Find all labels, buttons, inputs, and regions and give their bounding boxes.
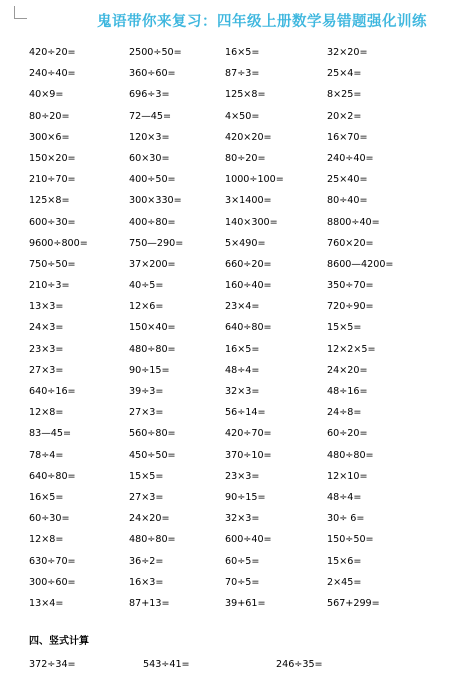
arithmetic-problem: 87+13= <box>129 597 170 609</box>
arithmetic-problem: 600÷30= <box>29 216 76 228</box>
arithmetic-problem: 23×3= <box>29 343 64 355</box>
arithmetic-problem: 90÷15= <box>129 364 170 376</box>
arithmetic-problem: 12×8= <box>29 407 64 419</box>
arithmetic-problem: 48÷16= <box>327 386 368 397</box>
arithmetic-problem: 80÷40= <box>327 195 368 207</box>
arithmetic-problem: 12×2×5= <box>327 343 376 355</box>
problem-row <box>29 445 449 466</box>
arithmetic-problem: 24÷8= <box>327 407 362 419</box>
arithmetic-problem: 8600—4200= <box>327 258 394 270</box>
arithmetic-problem: 27×3= <box>129 491 164 503</box>
arithmetic-problem: 24×20= <box>327 364 368 376</box>
arithmetic-problem: 48÷4= <box>225 364 260 376</box>
vertical-calc-problem: 246÷35= <box>276 659 323 670</box>
arithmetic-problem: 125×8= <box>225 89 266 101</box>
arithmetic-problem: 150×20= <box>29 152 76 164</box>
arithmetic-problem: 760×20= <box>327 237 374 249</box>
problem-row <box>29 593 449 614</box>
arithmetic-problem: 32×20= <box>327 47 368 58</box>
arithmetic-problem: 2500÷50= <box>129 47 182 58</box>
arithmetic-problem: 125×8= <box>29 195 70 207</box>
section-heading: 四、竖式计算 <box>29 636 89 647</box>
arithmetic-problem: 25×4= <box>327 68 362 80</box>
problem-row <box>29 487 449 508</box>
problem-row <box>29 148 449 169</box>
arithmetic-problem: 640÷16= <box>29 386 76 397</box>
vertical-calc-problem: 372÷34= <box>29 659 76 670</box>
arithmetic-problem: 83—45= <box>29 428 72 440</box>
arithmetic-problem: 2×45= <box>327 576 362 588</box>
arithmetic-problem: 36÷2= <box>129 555 164 567</box>
problem-row <box>29 127 449 148</box>
arithmetic-problem: 567+299= <box>327 597 380 609</box>
arithmetic-problem: 39÷3= <box>129 386 164 397</box>
arithmetic-problem: 12×10= <box>327 470 368 482</box>
arithmetic-problem: 640÷80= <box>29 470 76 482</box>
arithmetic-problem: 640÷80= <box>225 322 272 334</box>
arithmetic-problem: 70÷5= <box>225 576 260 588</box>
problem-row <box>29 381 449 402</box>
arithmetic-problem: 360÷60= <box>129 68 176 80</box>
arithmetic-problem: 660÷20= <box>225 258 272 270</box>
arithmetic-problem: 72—45= <box>129 110 172 122</box>
arithmetic-problem: 27×3= <box>129 407 164 419</box>
arithmetic-problem: 140×300= <box>225 216 278 228</box>
arithmetic-problem: 40×9= <box>29 89 64 101</box>
arithmetic-problem: 450÷50= <box>129 449 176 461</box>
vertical-calc-row <box>29 656 449 674</box>
arithmetic-problem: 480÷80= <box>129 534 176 546</box>
arithmetic-problem: 160÷40= <box>225 280 272 292</box>
arithmetic-problem: 720÷90= <box>327 301 374 313</box>
arithmetic-problem: 80÷20= <box>225 152 266 164</box>
problem-row <box>29 339 449 360</box>
arithmetic-problem: 60÷5= <box>225 555 260 567</box>
arithmetic-problem-grid <box>29 42 449 614</box>
problem-row <box>29 212 449 233</box>
arithmetic-problem: 1000÷100= <box>225 174 284 186</box>
arithmetic-problem: 27×3= <box>29 364 64 376</box>
arithmetic-problem: 300÷60= <box>29 576 76 588</box>
arithmetic-problem: 20×2= <box>327 110 362 122</box>
arithmetic-problem: 150÷50= <box>327 534 374 546</box>
arithmetic-problem: 25×40= <box>327 174 368 186</box>
arithmetic-problem: 5×490= <box>225 237 266 249</box>
arithmetic-problem: 210÷70= <box>29 174 76 186</box>
arithmetic-problem: 60÷20= <box>327 428 368 440</box>
arithmetic-problem: 16×70= <box>327 131 368 143</box>
problem-row <box>29 254 449 275</box>
arithmetic-problem: 39+61= <box>225 597 266 609</box>
arithmetic-problem: 23×3= <box>225 470 260 482</box>
arithmetic-problem: 23×4= <box>225 301 260 313</box>
problem-row <box>29 106 449 127</box>
arithmetic-problem: 80÷20= <box>29 110 70 122</box>
arithmetic-problem: 12×6= <box>129 301 164 313</box>
arithmetic-problem: 48÷4= <box>327 491 362 503</box>
arithmetic-problem: 560÷80= <box>129 428 176 440</box>
arithmetic-problem: 16×5= <box>29 491 64 503</box>
arithmetic-problem: 32×3= <box>225 513 260 525</box>
arithmetic-problem: 480÷80= <box>327 449 374 461</box>
arithmetic-problem: 600÷40= <box>225 534 272 546</box>
arithmetic-problem: 4×50= <box>225 110 260 122</box>
arithmetic-problem: 420×20= <box>225 131 272 143</box>
problem-row <box>29 572 449 593</box>
arithmetic-problem: 78÷4= <box>29 449 64 461</box>
arithmetic-problem: 87÷3= <box>225 68 260 80</box>
arithmetic-problem: 56÷14= <box>225 407 266 419</box>
arithmetic-problem: 32×3= <box>225 386 260 397</box>
problem-row <box>29 529 449 550</box>
problem-row <box>29 63 449 84</box>
arithmetic-problem: 15×6= <box>327 555 362 567</box>
arithmetic-problem: 13×4= <box>29 597 64 609</box>
problem-row <box>29 233 449 254</box>
arithmetic-problem: 37×200= <box>129 258 176 270</box>
vertical-calc-problem: 543÷41= <box>143 659 190 670</box>
arithmetic-problem: 8800÷40= <box>327 216 380 228</box>
arithmetic-problem: 13×3= <box>29 301 64 313</box>
problem-row <box>29 551 449 572</box>
arithmetic-problem: 350÷70= <box>327 280 374 292</box>
problem-row <box>29 360 449 381</box>
arithmetic-problem: 16×3= <box>129 576 164 588</box>
arithmetic-problem: 12×8= <box>29 534 64 546</box>
problem-row <box>29 42 449 63</box>
arithmetic-problem: 16×5= <box>225 343 260 355</box>
arithmetic-problem: 120×3= <box>129 131 170 143</box>
problem-row <box>29 190 449 211</box>
arithmetic-problem: 24×20= <box>129 513 170 525</box>
arithmetic-problem: 210÷3= <box>29 280 70 292</box>
arithmetic-problem: 300×330= <box>129 195 182 207</box>
arithmetic-problem: 30÷ 6= <box>327 513 365 525</box>
arithmetic-problem: 90÷15= <box>225 491 266 503</box>
arithmetic-problem: 3×1400= <box>225 195 272 207</box>
arithmetic-problem: 420÷20= <box>29 47 76 58</box>
problem-row <box>29 296 449 317</box>
arithmetic-problem: 696÷3= <box>129 89 170 101</box>
arithmetic-problem: 480÷80= <box>129 343 176 355</box>
page-title: 鬼语带你来复习：四年级上册数学易错题强化训练 <box>97 14 427 30</box>
arithmetic-problem: 24×3= <box>29 322 64 334</box>
problem-row <box>29 466 449 487</box>
arithmetic-problem: 400÷50= <box>129 174 176 186</box>
arithmetic-problem: 40÷5= <box>129 280 164 292</box>
problem-row <box>29 402 449 423</box>
problem-row <box>29 275 449 296</box>
arithmetic-problem: 420÷70= <box>225 428 272 440</box>
problem-row <box>29 169 449 190</box>
arithmetic-problem: 8×25= <box>327 89 362 101</box>
arithmetic-problem: 15×5= <box>129 470 164 482</box>
arithmetic-problem: 60÷30= <box>29 513 70 525</box>
arithmetic-problem: 630÷70= <box>29 555 76 567</box>
arithmetic-problem: 750÷50= <box>29 258 76 270</box>
problem-row <box>29 317 449 338</box>
problem-row <box>29 84 449 105</box>
arithmetic-problem: 300×6= <box>29 131 70 143</box>
problem-row <box>29 508 449 529</box>
arithmetic-problem: 16×5= <box>225 47 260 58</box>
arithmetic-problem: 60×30= <box>129 152 170 164</box>
problem-row <box>29 423 449 444</box>
arithmetic-problem: 15×5= <box>327 322 362 334</box>
arithmetic-problem: 400÷80= <box>129 216 176 228</box>
arithmetic-problem: 9600÷800= <box>29 237 88 249</box>
arithmetic-problem: 370÷10= <box>225 449 272 461</box>
arithmetic-problem: 750—290= <box>129 237 184 249</box>
arithmetic-problem: 150×40= <box>129 322 176 334</box>
arithmetic-problem: 240÷40= <box>327 152 374 164</box>
arithmetic-problem: 240÷40= <box>29 68 76 80</box>
